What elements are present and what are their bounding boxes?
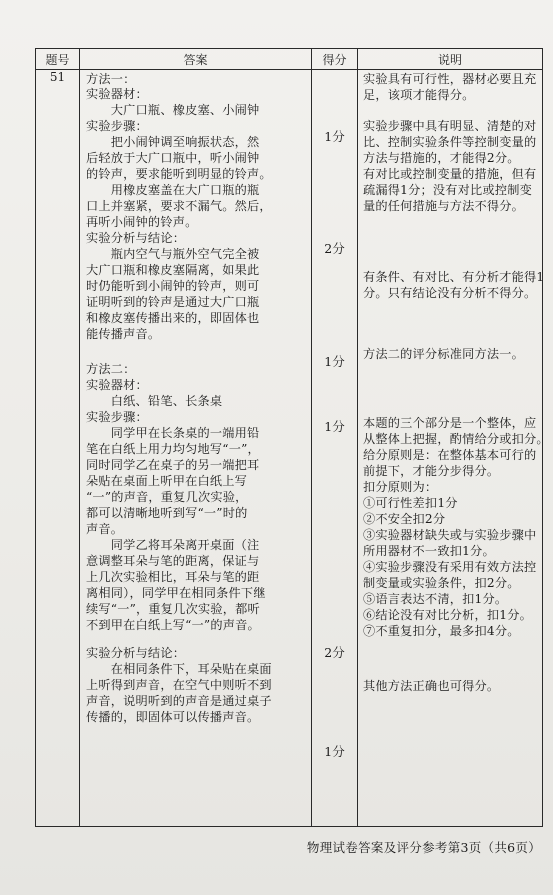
answer-line: 上听得到声音，在空气中则听不到 (86, 678, 272, 692)
answer-line: 都可以清晰地听到写“一”时的 (86, 506, 248, 520)
note-line: 足，该项才能得分。 (363, 88, 475, 102)
note-line: 从整体上把握，酌情给分或扣分。 (363, 432, 549, 446)
answer-table (35, 48, 549, 827)
question-number: 51 (36, 70, 80, 827)
note-line: ②不安全扣2分 (363, 512, 446, 526)
answer-line: 实验分析与结论： (86, 646, 186, 660)
score-cell (312, 70, 358, 827)
note-line: 方法与措施的，才能得2分。 (363, 151, 520, 165)
answer-line: 上几次实验相比，耳朵与笔的距 (86, 570, 260, 584)
note-line: 比、控制实验条件等控制变量的 (363, 135, 537, 149)
answer-line: 后轻放于大广口瓶中，听小闹钟 (86, 151, 260, 165)
note-line: 实验步骤中具有明显、清楚的对 (363, 119, 537, 133)
answer-line: 朵贴在桌面上听甲在白纸上写 (86, 474, 248, 488)
note-line: 有条件、有对比、有分析才能得1 (363, 270, 545, 284)
answer-line: 实验器材： (86, 87, 148, 101)
answer-line: 实验步骤： (86, 410, 148, 424)
question-row (36, 70, 543, 827)
note-line: 其他方法正确也可得分。 (363, 679, 500, 693)
answer-line: 的铃声，要求能听到明显的铃声。 (86, 167, 272, 181)
answer-line: 用橡皮塞盖在大广口瓶的瓶 (86, 183, 260, 197)
answer-line: 声音，说明听到的声音是通过桌子 (86, 694, 272, 708)
answer-line: 大广口瓶和橡皮塞隔离，如果此 (86, 263, 260, 277)
answer-line: 同学乙将耳朵离开桌面（注 (86, 538, 260, 552)
answer-line: 在相同条件下，耳朵贴在桌面 (86, 662, 272, 676)
note-line: 量的任何措施与方法不得分。 (363, 199, 525, 213)
note-line: 所用器材不一致扣1分。 (363, 544, 495, 558)
header-score: 得分 (312, 49, 358, 70)
note-line: 方法二的评分标准同方法一。 (363, 347, 525, 361)
note-cell (358, 70, 549, 827)
note-line: ③实验器材缺失或与实验步骤中 (363, 528, 537, 542)
note-line: ⑤语言表达不清，扣1分。 (363, 592, 508, 606)
answer-line: 传播的，即固体可以传播声音。 (86, 710, 260, 724)
note-text (358, 70, 549, 826)
page-footer: 物理试卷答案及评分参考第3页（共6页） (306, 840, 541, 855)
answer-line: 口上并塞紧，要求不漏气。然后， (86, 199, 272, 213)
answer-line: 笔在白纸上用力均匀地写“一”， (86, 442, 260, 456)
note-line: 制变量或实验条件，扣2分。 (363, 576, 520, 590)
answer-line: 瓶内空气与瓶外空气完全被 (86, 247, 260, 261)
answer-line: 时仍能听到小闹钟的铃声，则可 (86, 279, 260, 293)
score-value: 2分 (324, 241, 345, 256)
score-column (312, 70, 357, 826)
score-value: 1分 (324, 354, 345, 369)
answer-line: 同学甲在长条桌的一端用铅 (86, 426, 260, 440)
note-line: 前提下，才能分步得分。 (363, 464, 500, 478)
header-question-number: 题号 (36, 49, 80, 70)
answer-line: 能传播声音。 (86, 327, 161, 341)
note-line: 实验具有可行性，器材必要且充 (363, 72, 537, 86)
answer-line: 离相同），同学甲在相同条件下继 (86, 586, 266, 600)
answer-line: 方法二： (86, 362, 136, 376)
note-line: 疏漏得1分；没有对比或控制变 (363, 183, 532, 197)
answer-line: 同时同学乙在桌子的另一端把耳 (86, 458, 260, 472)
score-value: 2分 (324, 645, 345, 660)
note-line: ①可行性差扣1分 (363, 496, 458, 510)
answer-line: 大广口瓶、橡皮塞、小闹钟 (86, 103, 260, 117)
answer-line: 声音。 (86, 522, 124, 536)
answer-line: 实验步骤： (86, 119, 148, 133)
answer-line: “一”的声音，重复几次实验， (86, 490, 248, 504)
answer-line: 和橡皮塞传播出来的，即固体也 (86, 311, 260, 325)
answer-line: 意调整耳朵与笔的距离，保证与 (86, 554, 260, 568)
score-value: 1分 (324, 129, 345, 144)
answer-line: 方法一： (86, 72, 136, 86)
answer-line: 不到甲在白纸上写“一”的声音。 (86, 618, 260, 632)
answer-text (80, 70, 311, 826)
answer-line: 再听小闹钟的铃声。 (86, 215, 198, 229)
note-line: 有对比或控制变量的措施，但有 (363, 167, 537, 181)
note-line: ⑥结论没有对比分析，扣1分。 (363, 608, 532, 622)
note-line: ④实验步骤没有采用有效方法控 (363, 560, 537, 574)
note-line: 给分原则是：在整体基本可行的 (363, 448, 537, 462)
header-answer: 答案 (80, 49, 312, 70)
answer-cell (80, 70, 312, 827)
answer-line: 证明听到的铃声是通过大广口瓶 (86, 295, 260, 309)
score-value: 1分 (324, 419, 345, 434)
table-header-row (36, 49, 543, 70)
answer-line: 白纸、铅笔、长条桌 (86, 394, 223, 408)
note-line: ⑦不重复扣分，最多扣4分。 (363, 624, 520, 638)
score-value: 1分 (324, 744, 345, 759)
answer-line: 实验器材： (86, 378, 148, 392)
note-line: 分。只有结论没有分析不得分。 (363, 286, 537, 300)
note-line: 本题的三个部分是一个整体，应 (363, 416, 537, 430)
answer-line: 续写“一”，重复几次实验，都听 (86, 602, 260, 616)
header-note: 说明 (358, 49, 543, 70)
answer-line: 实验分析与结论： (86, 231, 186, 245)
note-line: 扣分原则为： (363, 480, 438, 494)
answer-line: 把小闹钟调至响振状态，然 (86, 135, 260, 149)
